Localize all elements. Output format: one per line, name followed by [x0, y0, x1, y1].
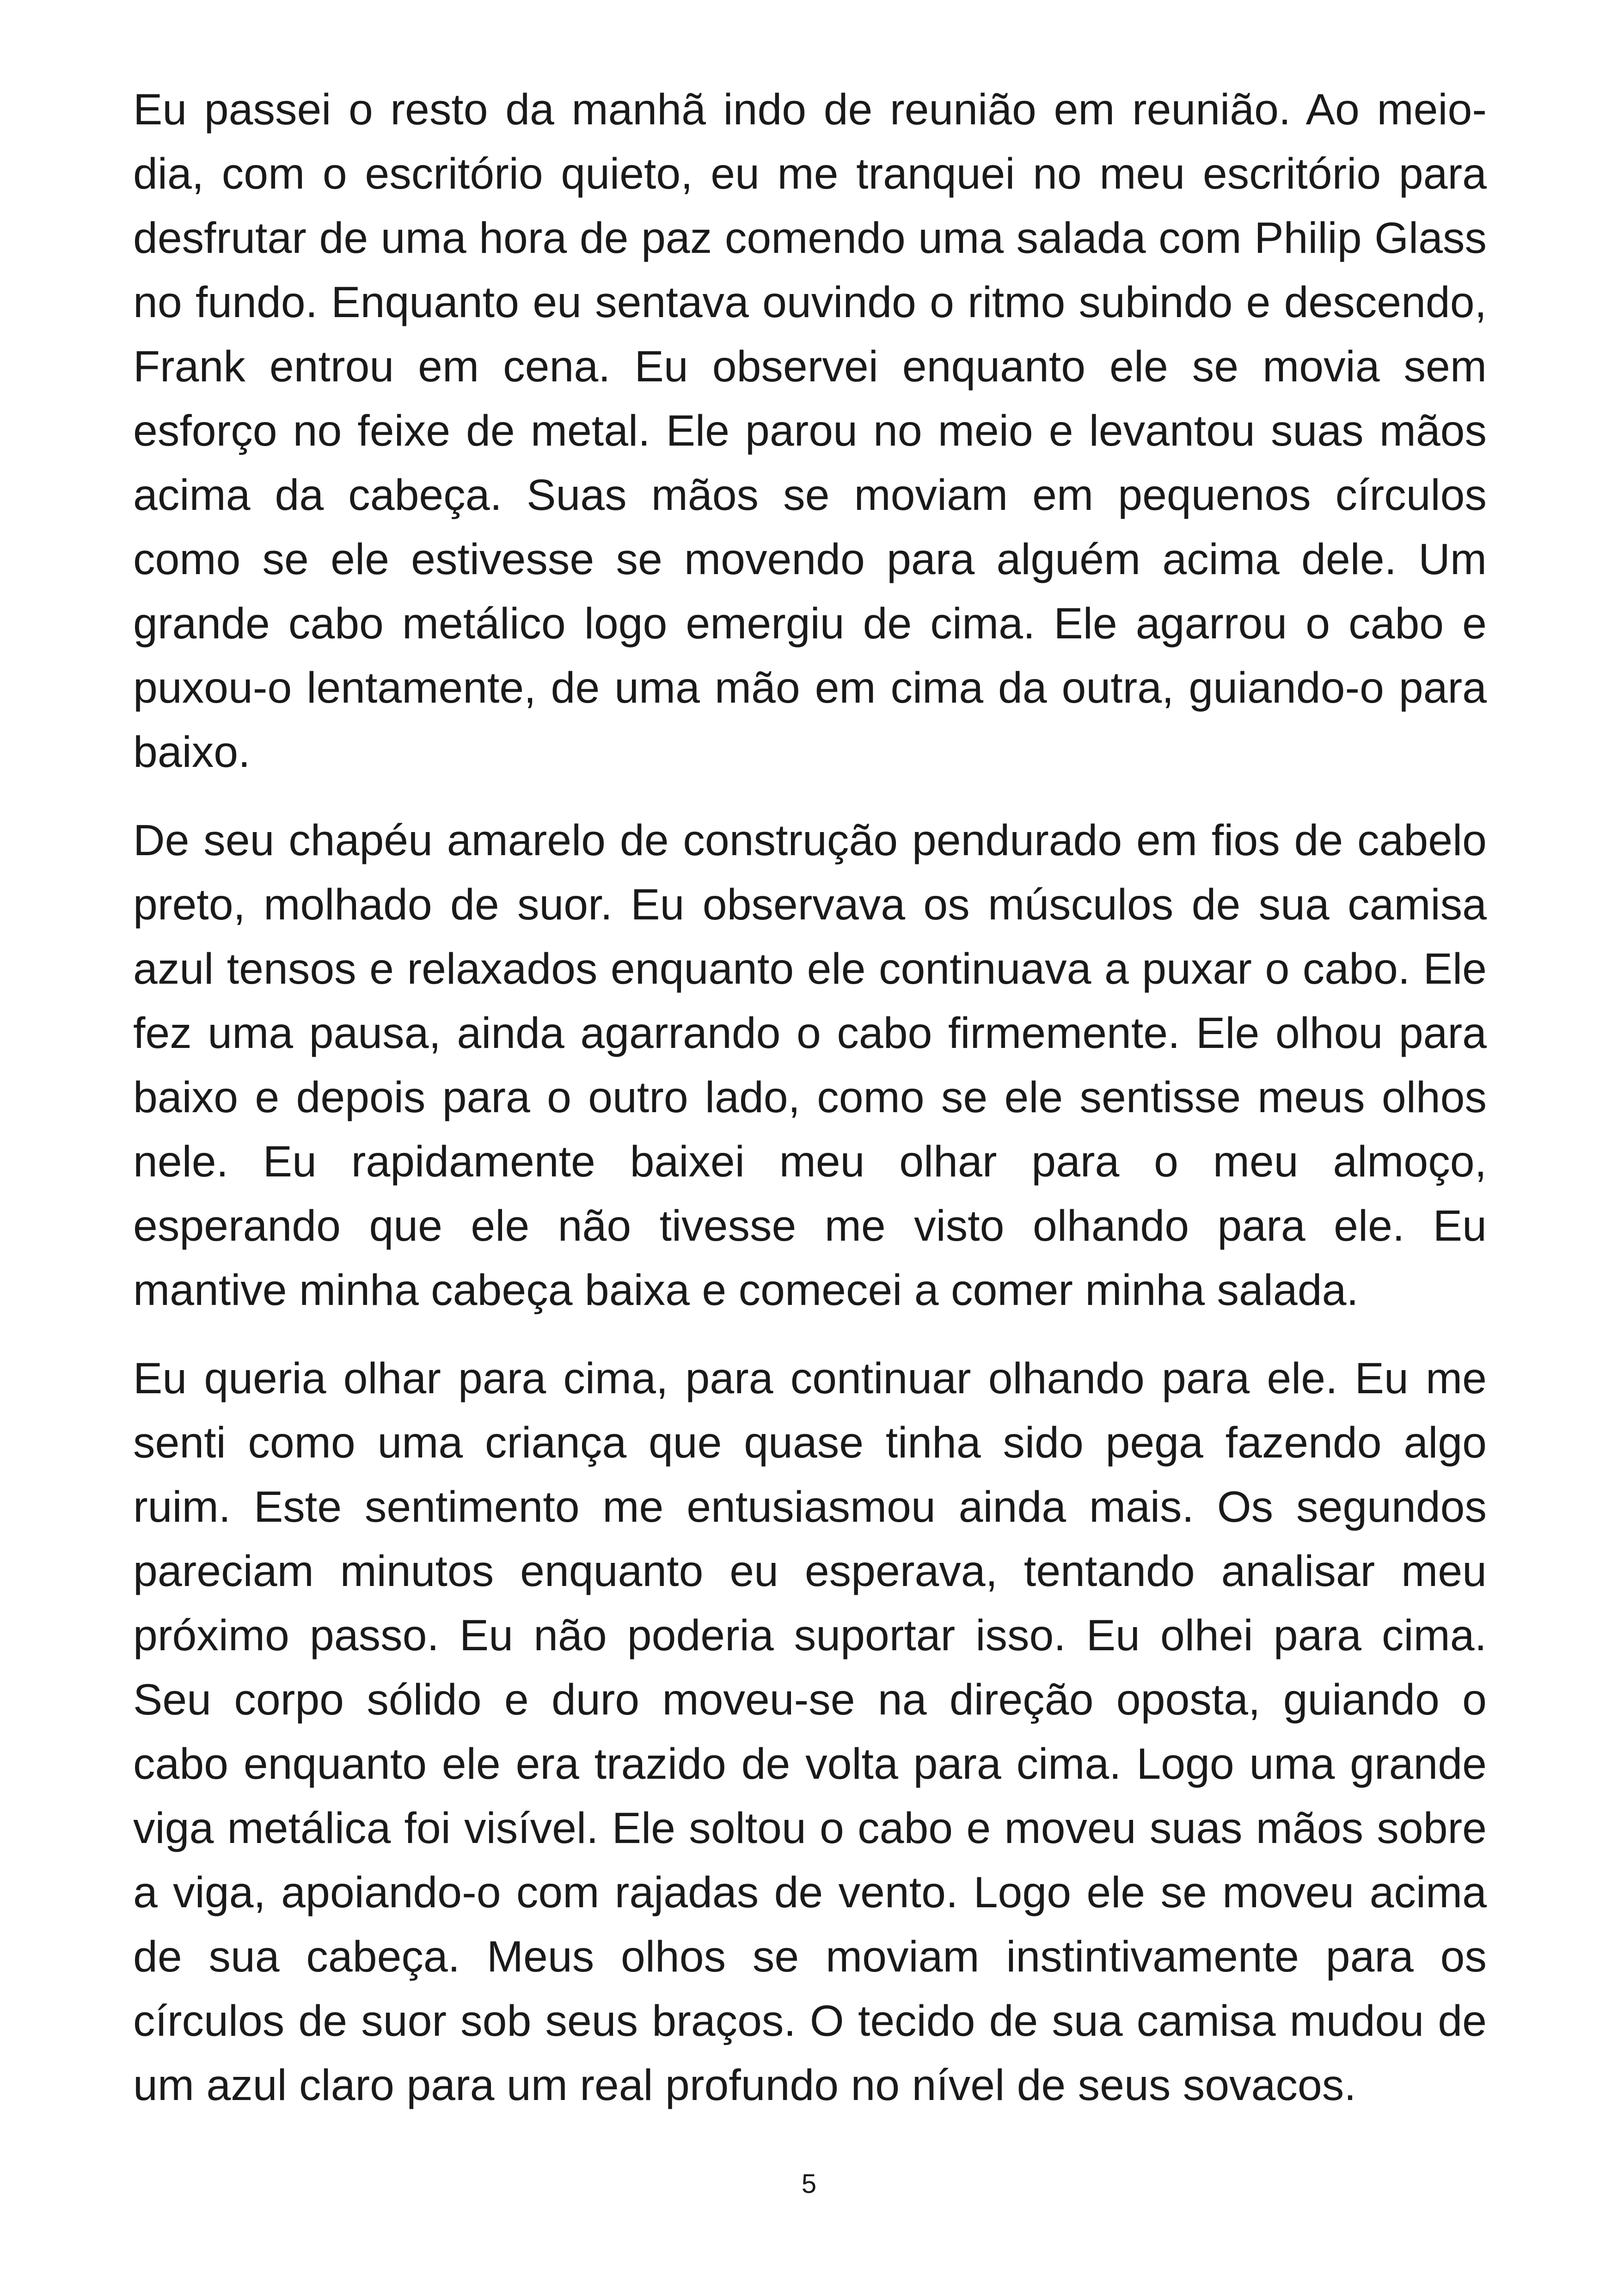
paragraph-3: Eu queria olhar para cima, para continuar olhando para ele. Eu me senti como uma criança que quase tinha sido pega fazendo algo ruim. Este sentimento me entusiasmou ainda mais. Os segundos pareciam minutos enquanto eu esperava, tentando analisar meu próximo passo. Eu não poderia suportar isso. Eu olhei para cima. Seu corpo sólido e duro moveu-se na direção oposta, guiando o cabo enquanto ele era trazido de volta para cima. Logo uma grande viga metálica foi visível. Ele soltou o cabo e moveu suas mãos sobre a viga, apoiando-o com rajadas de vento. Logo ele se moveu acima de sua cabeça. Meus olhos se moviam instintivamente para os círculos de suor sob seus braços. O tecido de sua camisa mudou de um azul claro para um real profundo no nível de seus sovacos.	[133, 1354, 1487, 2110]
body-text	[133, 78, 1487, 2118]
page-number: 5	[801, 2169, 817, 2199]
paragraph-2: De seu chapéu amarelo de construção pendurado em fios de cabelo preto, molhado de suor. Eu observava os músculos de sua camisa azul tensos e relaxados enquanto ele continuava a puxar o cabo. Ele fez uma pausa, ainda agarrando o cabo firmemente. Ele olhou para baixo e depois para o outro lado, como se ele sentisse meus olhos nele. Eu rapidamente baixei meu olhar para o meu almoço, esperando que ele não tivesse me visto olhando para ele. Eu mantive minha cabeça baixa e comecei a comer minha salada.	[133, 816, 1487, 1315]
paragraph-1: Eu passei o resto da manhã indo de reunião em reunião. Ao meio-dia, com o escritório quieto, eu me tranquei no meu escritório para desfrutar de uma hora de paz comendo uma salada com Philip Glass no fundo. Enquanto eu sentava ouvindo o ritmo subindo e descendo, Frank entrou em cena. Eu observei enquanto ele se movia sem esforço no feixe de metal. Ele parou no meio e levantou suas mãos acima da cabeça. Suas mãos se moviam em pequenos círculos como se ele estivesse se movendo para alguém acima dele. Um grande cabo metálico logo emergiu de cima. Ele agarrou o cabo e puxou-o lentamente, de uma mão em cima da outra, guiando-o para baixo.	[133, 85, 1487, 777]
